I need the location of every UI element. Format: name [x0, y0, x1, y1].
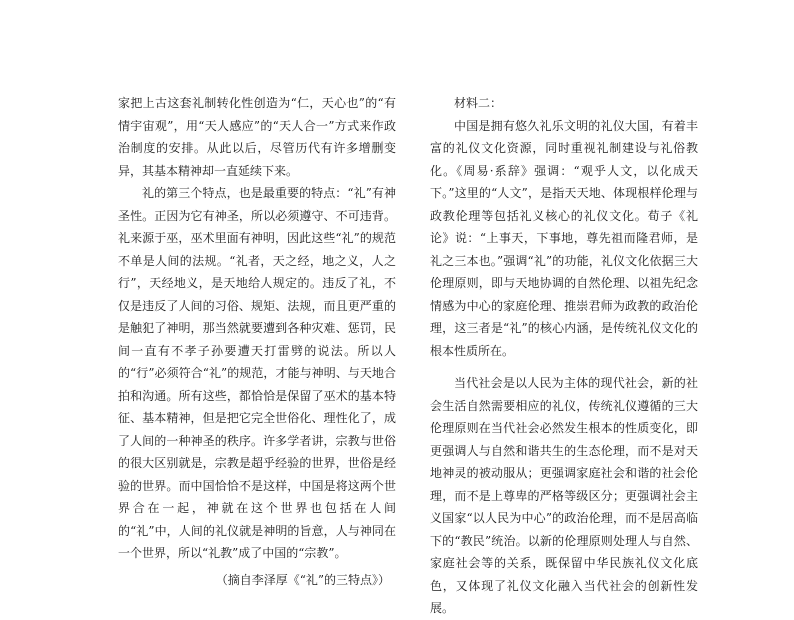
paragraph-ritual-nation: 中国是拥有悠久礼乐文明的礼仪大国，有着丰富的礼仪文化资源，同时重视礼制建设与礼俗教化。《周易·系辞》强调：“观乎人文，以化成天下。”这里的“人文”，是指天天地、体现根样伦理与政教伦理等包括礼义核心的礼仪文化。荀子《礼论》说：“上事天，下事地，尊先祖而隆君师，是礼之三本也。”强调“礼”的功能，礼仪文化依据三大伦理原则，即与天地协调的自然伦理、以祖先纪念情感为中心的家庭伦理、推崇君师为政教的政治伦理，这三者是“礼”的核心内涵，是传统礼仪文化的根本性质所在。	[430, 118, 698, 358]
paragraph-third-feature: 礼的第三个特点，也是最重要的特点：“礼”有神圣性。正因为它有神圣，所以必须遵守、不可违背。礼来源于巫，巫术里面有神明，因此这些“礼”的规范不单是人间的法规。“礼者，天之经，地之义，人之行”，天经地义，是天地给人规定的。违反了礼，不仅是违反了人间的习俗、规矩、法规，而且更严重的是触犯了神明，那当然就要遭到各种灾难、惩罚，民间一直有不孝子孙要遭天打雷劈的说法。所以人的“行”必须符合“礼”的规范，才能与神明、与天地合拍和沟通。所有这些，都恰恰是保留了巫术的基本特征、基本精神，但是把它完全世俗化、理性化了，成了人间的一种神圣的秩序。许多学者讲，宗教与世俗的很大区别就是，宗教是超乎经验的世界，世俗是经验的世界。而中国恰恰不是这样，中国是将这两个世界合在一起，神就在这个世界也包括在人间的“礼”中，人间的礼仪就是神明的旨意，人与神同在一个世界，所以“礼教”成了中国的“宗教”。	[118, 186, 396, 560]
paragraph-modern-society: 当代社会是以人民为主体的现代社会，新的社会生活自然需要相应的礼仪，传统礼仪遵循的三大伦理原则在当代社会必然发生根本的性质变化，即更强调人与自然和谐共生的生态伦理，而不是对天地神灵的被动服从；更强调家庭社会和谐的社会伦理，而不是上尊卑的严格等级区分；更强调社会主义国家“以人民为中心”的政治伦理，而不是居高临下的“教民”统治。以新的伦理原则处理人与自然、家庭社会等的关系，既保留中华民族礼仪文化底色，又体现了礼仪文化融入当代社会的创新性发展。	[430, 376, 698, 615]
source-caption: （摘自李泽厚《“礼”的三特点》）	[215, 572, 390, 587]
material-one-column	[118, 92, 396, 591]
material-two-column	[430, 92, 698, 620]
paragraph-continuation: 家把上古这套礼制转化性创造为“仁，天心也”的“有情宇宙观”，用“天人感应”的“天人合一”方式来作政治制度的安排。从此以后，尽管历代有许多增删变异，其基本精神却一直延续下来。	[118, 96, 396, 178]
material-two-heading: 材料二：	[454, 96, 503, 110]
